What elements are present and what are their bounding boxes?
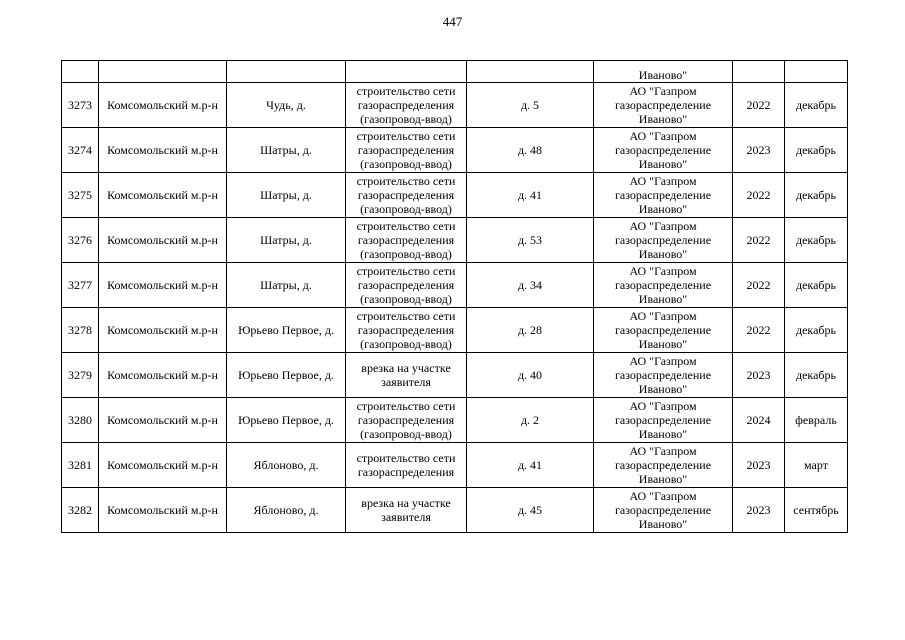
cell-operator: АО "Газпром газораспределение Иваново"	[594, 173, 733, 218]
table-row	[62, 488, 848, 533]
cell-year: 2023	[733, 443, 785, 488]
cell-month: февраль	[785, 398, 848, 443]
cell-work: строительство сети газораспределения	[346, 443, 467, 488]
cell-num: 3282	[62, 488, 99, 533]
cell-month: декабрь	[785, 308, 848, 353]
cell-settlement	[227, 61, 346, 83]
cell-work: врезка на участке заявителя	[346, 488, 467, 533]
cell-work: строительство сети газораспределения (газопровод-ввод)	[346, 308, 467, 353]
cell-address: д. 48	[467, 128, 594, 173]
cell-work	[346, 61, 467, 83]
cell-month: декабрь	[785, 218, 848, 263]
cell-settlement: Чудь, д.	[227, 83, 346, 128]
cell-work: врезка на участке заявителя	[346, 353, 467, 398]
cell-work: строительство сети газораспределения (газопровод-ввод)	[346, 128, 467, 173]
cell-month: декабрь	[785, 173, 848, 218]
cell-settlement: Юрьево Первое, д.	[227, 398, 346, 443]
table-row	[62, 83, 848, 128]
cell-month: сентябрь	[785, 488, 848, 533]
cell-settlement: Шатры, д.	[227, 263, 346, 308]
cell-settlement: Шатры, д.	[227, 128, 346, 173]
table-row	[62, 263, 848, 308]
cell-num: 3273	[62, 83, 99, 128]
cell-work: строительство сети газораспределения (газопровод-ввод)	[346, 398, 467, 443]
table-row	[62, 218, 848, 263]
cell-settlement: Шатры, д.	[227, 218, 346, 263]
cell-year: 2022	[733, 263, 785, 308]
cell-month: декабрь	[785, 353, 848, 398]
cell-num: 3277	[62, 263, 99, 308]
cell-address	[467, 61, 594, 83]
cell-district: Комсомольский м.р-н	[99, 398, 227, 443]
cell-operator: АО "Газпром газораспределение Иваново"	[594, 353, 733, 398]
page-number: 447	[442, 14, 463, 29]
cell-month: декабрь	[785, 83, 848, 128]
table-row	[62, 173, 848, 218]
cell-district: Комсомольский м.р-н	[99, 443, 227, 488]
cell-month: декабрь	[785, 263, 848, 308]
cell-month	[785, 61, 848, 83]
cell-settlement: Яблоново, д.	[227, 488, 346, 533]
cell-operator: АО "Газпром газораспределение Иваново"	[594, 308, 733, 353]
cell-address: д. 45	[467, 488, 594, 533]
cell-num: 3274	[62, 128, 99, 173]
cell-work: строительство сети газораспределения (газопровод-ввод)	[346, 173, 467, 218]
cell-district: Комсомольский м.р-н	[99, 173, 227, 218]
cell-num: 3276	[62, 218, 99, 263]
cell-operator: АО "Газпром газораспределение Иваново"	[594, 488, 733, 533]
cell-address: д. 53	[467, 218, 594, 263]
cell-settlement: Юрьево Первое, д.	[227, 353, 346, 398]
cell-address: д. 40	[467, 353, 594, 398]
table-row	[62, 308, 848, 353]
cell-year: 2022	[733, 308, 785, 353]
cell-district: Комсомольский м.р-н	[99, 128, 227, 173]
cell-num: 3281	[62, 443, 99, 488]
cell-num: 3280	[62, 398, 99, 443]
cell-work: строительство сети газораспределения (газопровод-ввод)	[346, 83, 467, 128]
cell-year: 2023	[733, 488, 785, 533]
table-row	[62, 443, 848, 488]
cell-district: Комсомольский м.р-н	[99, 488, 227, 533]
cell-settlement: Шатры, д.	[227, 173, 346, 218]
cell-operator: АО "Газпром газораспределение Иваново"	[594, 218, 733, 263]
cell-address: д. 34	[467, 263, 594, 308]
cell-year: 2022	[733, 173, 785, 218]
cell-num: 3279	[62, 353, 99, 398]
cell-work: строительство сети газораспределения (газопровод-ввод)	[346, 263, 467, 308]
cell-year: 2024	[733, 398, 785, 443]
cell-year: 2022	[733, 83, 785, 128]
cell-district: Комсомольский м.р-н	[99, 263, 227, 308]
cell-num: 3278	[62, 308, 99, 353]
cell-address: д. 41	[467, 443, 594, 488]
cell-district	[99, 61, 227, 83]
cell-num: 3275	[62, 173, 99, 218]
cell-district: Комсомольский м.р-н	[99, 218, 227, 263]
cell-settlement: Яблоново, д.	[227, 443, 346, 488]
cell-settlement: Юрьево Первое, д.	[227, 308, 346, 353]
cell-num	[62, 61, 99, 83]
cell-district: Комсомольский м.р-н	[99, 83, 227, 128]
cell-district: Комсомольский м.р-н	[99, 308, 227, 353]
cell-operator: АО "Газпром газораспределение Иваново"	[594, 443, 733, 488]
cell-operator: АО "Газпром газораспределение Иваново"	[594, 83, 733, 128]
cell-operator: Иваново"	[594, 61, 733, 83]
cell-year: 2023	[733, 128, 785, 173]
cell-year: 2022	[733, 218, 785, 263]
cell-month: декабрь	[785, 128, 848, 173]
cell-operator: АО "Газпром газораспределение Иваново"	[594, 263, 733, 308]
table-row	[62, 353, 848, 398]
table-row	[62, 398, 848, 443]
cell-address: д. 2	[467, 398, 594, 443]
gasification-table	[61, 60, 848, 533]
cell-address: д. 41	[467, 173, 594, 218]
cell-district: Комсомольский м.р-н	[99, 353, 227, 398]
table-row	[62, 128, 848, 173]
cell-month: март	[785, 443, 848, 488]
cell-year	[733, 61, 785, 83]
cell-work: строительство сети газораспределения (газопровод-ввод)	[346, 218, 467, 263]
cell-year: 2023	[733, 353, 785, 398]
cell-address: д. 28	[467, 308, 594, 353]
continuation-row	[62, 61, 848, 83]
cell-operator: АО "Газпром газораспределение Иваново"	[594, 128, 733, 173]
cell-operator: АО "Газпром газораспределение Иваново"	[594, 398, 733, 443]
cell-address: д. 5	[467, 83, 594, 128]
